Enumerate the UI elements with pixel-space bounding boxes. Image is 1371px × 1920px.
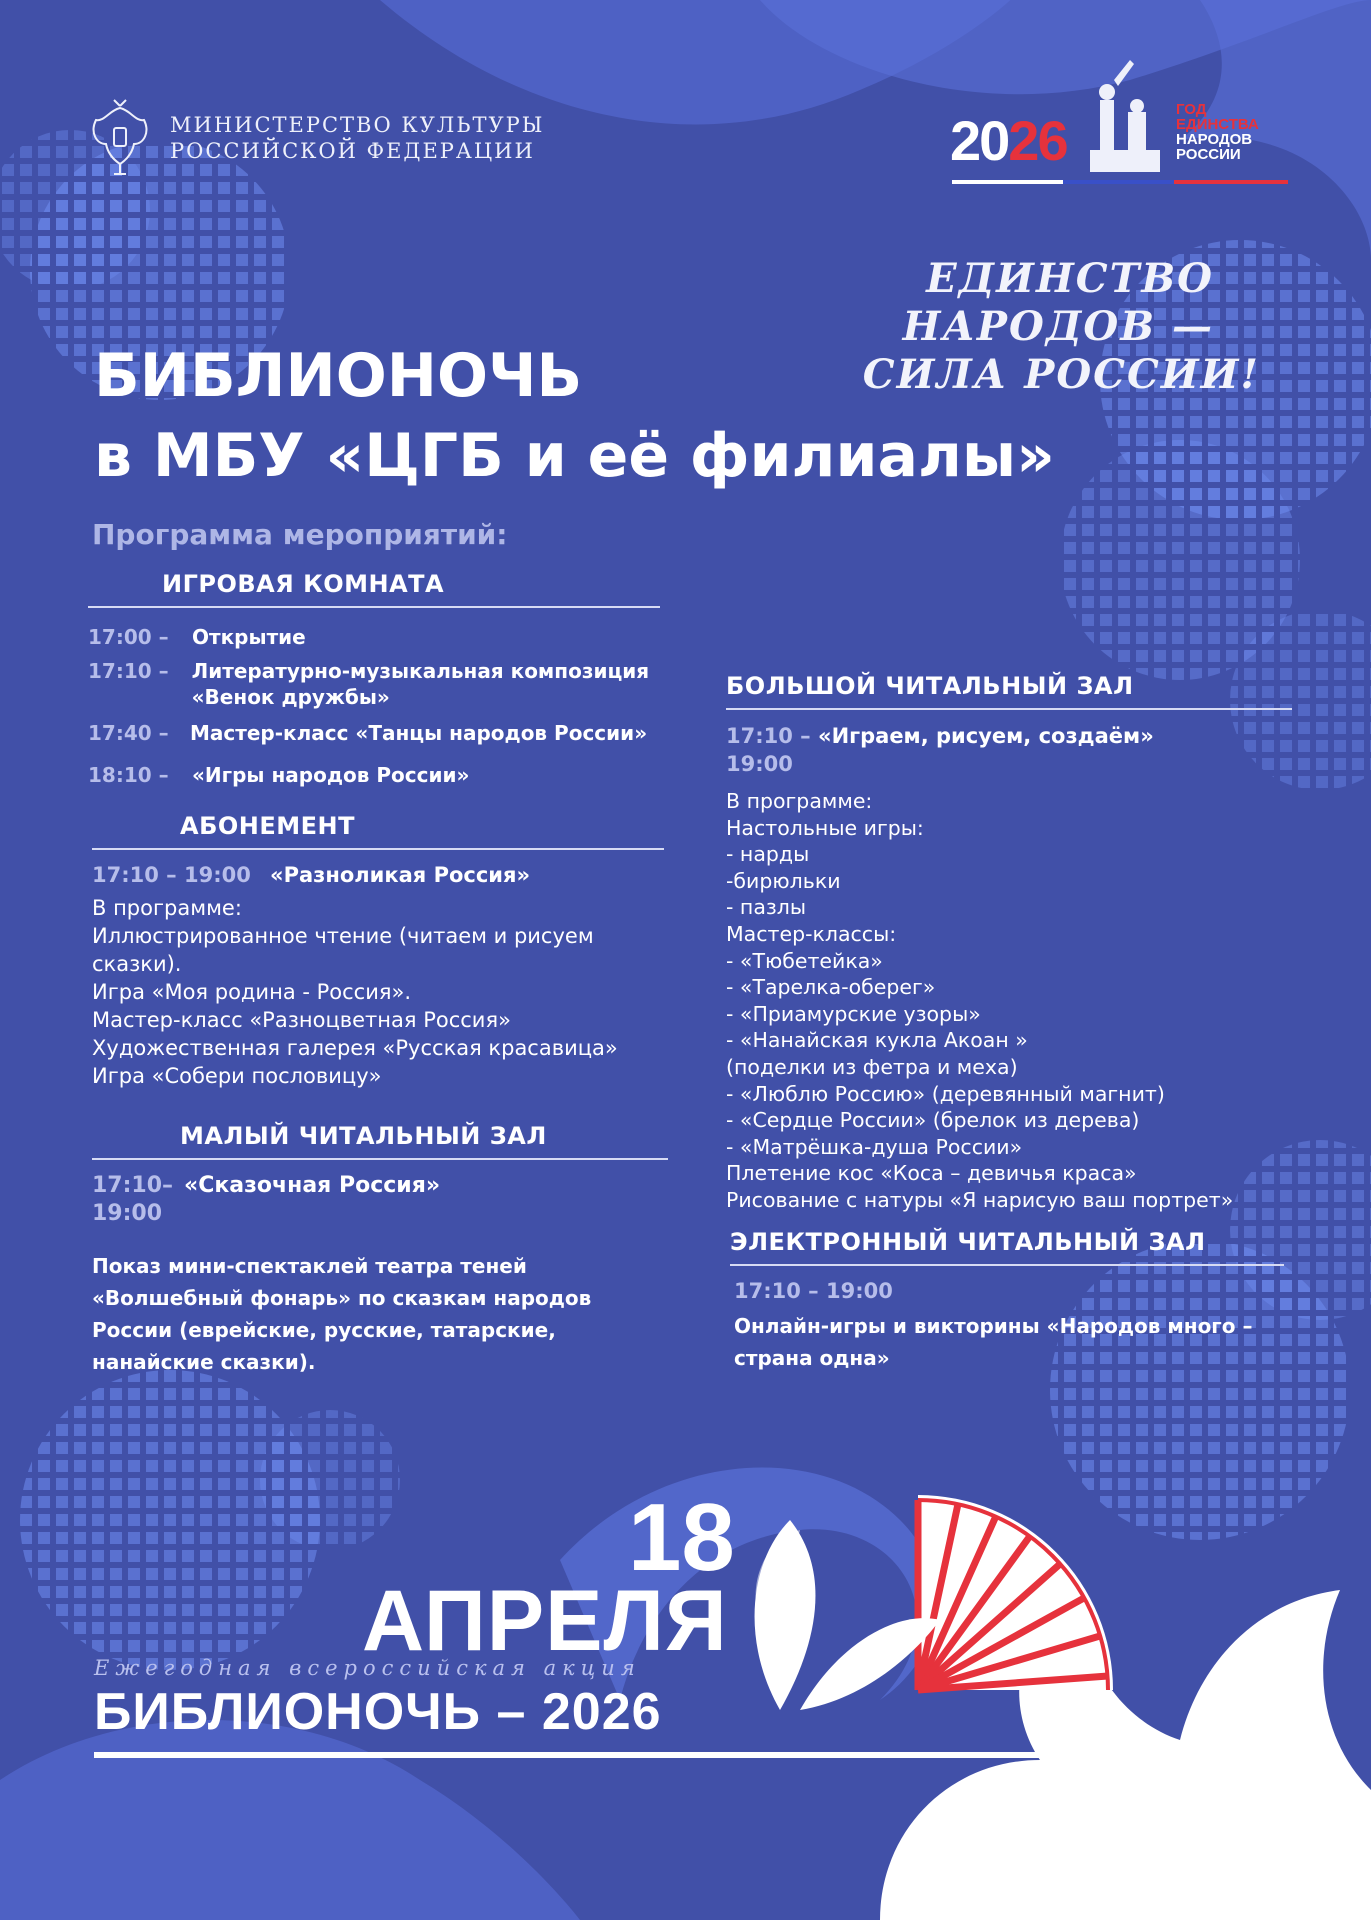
slogan-line2: СИЛА РОССИИ! [862,351,1260,398]
small-hall-title: «Сказочная Россия» [184,1173,441,1198]
year-caption [1176,102,1259,162]
schedule-time: 17:00 – [88,625,169,649]
schedule-row [88,658,660,710]
ministry-block [84,98,544,178]
event-name: БИБЛИОНОЧЬ – 2026 [94,1683,662,1741]
year-caption-line4: РОССИИ [1176,146,1241,163]
detail-line: Мастер-классы: [726,921,897,946]
detail-line: Показ мини-спектаклей театра теней [92,1254,527,1278]
year-caption-line3: НАРОДОВ [1176,131,1253,148]
detail-line: - «Сердце России» (брелок из дерева) [726,1108,1140,1133]
ministry-line2: РОССИЙСКОЙ ФЕДЕРАЦИИ [170,139,535,163]
title-line1: БИБЛИОНОЧЬ [94,341,583,411]
subscription-title: «Разноликая Россия» [270,863,531,887]
time-end: 19:00 [92,1201,163,1226]
emblem-icon [84,98,156,178]
detail-line: - нарды [726,842,810,867]
small-hall-header-row [92,1172,668,1228]
detail-line: Игра «Собери пословицу» [92,1064,382,1088]
big-hall-title: «Играем, рисуем, создаём» [818,724,1154,748]
year-logo [950,56,1290,176]
detail-line: - «Люблю Россию» (деревянный магнит) [726,1081,1165,1106]
detail-line: - «Тарелка-оберег» [726,975,936,1000]
date-month: АПРЕЛЯ [362,1573,728,1669]
detail-line: - «Нанайская кукла Акоан » [726,1028,1028,1053]
year-number [950,108,1067,173]
big-hall-time [726,722,818,778]
detail-line: - «Матрёшка-душа России» [726,1134,1023,1159]
schedule-row [88,762,660,788]
schedule-time: 18:10 – [88,763,169,787]
game-room-heading: ИГРОВАЯ КОМНАТА [88,570,660,608]
detail-line: (поделки из фетра и меха) [726,1054,1018,1079]
detail-line: Мастер-класс «Разноцветная Россия» [92,1008,511,1032]
game-room-section [88,570,660,788]
big-hall-details [726,788,1292,1214]
annual-caption: Ежегодная всероссийская акция [94,1656,641,1680]
detail-line: Рисование с натуры «Я нарисую ваш портрет» [726,1187,1234,1212]
schedule-event: «Игры народов России» [192,763,470,787]
subscription-section [92,812,664,1090]
detail-line: Плетение кос «Коса – девичья краса» [726,1161,1137,1186]
schedule-event: Литературно-музыкальная композиция «Венок дружбы» [191,659,650,709]
monument-icon [1070,50,1180,180]
big-hall-header-row [726,722,1292,778]
detail-line: -бирюльки [726,868,841,893]
detail-line: В программе: [726,789,873,813]
schedule-time: 17:40 – [88,721,169,745]
small-hall-section [92,1122,668,1378]
small-hall-details [92,1250,668,1378]
tricolor-bar [952,180,1288,184]
year-part-a: 20 [950,109,1009,172]
program-title: Программа мероприятий: [92,518,508,551]
title-line2: в МБУ «ЦГБ и её филиалы» [94,421,1055,491]
detail-line: - «Тюбетейка» [726,948,883,973]
detail-line: Иллюстрированное чтение (читаем и рисуем [92,924,594,948]
schedule-row [88,624,660,650]
ministry-line1: МИНИСТЕРСТВО КУЛЬТУРЫ [170,113,545,137]
detail-line: Художественная галерея «Русская красавица» [92,1036,618,1060]
e-hall-heading: ЭЛЕКТРОННЫЙ ЧИТАЛЬНЫЙ ЗАЛ [730,1228,1284,1266]
schedule-event: Мастер-класс «Танцы народов России» [190,721,648,745]
date-day: 18 [628,1484,735,1591]
time-start: 17:10 – [726,724,811,748]
detail-line: - «Приамурские узоры» [726,1001,981,1026]
year-caption-line2: ЕДИНСТВА [1176,116,1259,133]
subscription-details [92,894,664,1090]
detail-line: страна одна» [734,1346,890,1370]
detail-line: В программе: [92,896,242,920]
big-hall-section [726,672,1292,1214]
detail-line: России (еврейские, русские, татарские, [92,1318,556,1342]
detail-line: «Волшебный фонарь» по сказкам народов [92,1286,592,1310]
schedule-row [88,720,660,746]
big-hall-heading: БОЛЬШОЙ ЧИТАЛЬНЫЙ ЗАЛ [726,672,1292,710]
time-end: 19:00 [726,752,793,776]
time-start: 17:10– [92,1173,174,1198]
detail-line: Игра «Моя родина - Россия». [92,980,412,1004]
subscription-header-row [92,862,664,888]
slogan-line1: ЕДИНСТВО НАРОДОВ — [902,255,1214,350]
detail-line: нанайские сказки). [92,1350,316,1374]
page-title [94,336,1055,496]
detail-line: Онлайн-игры и викторины «Народов много – [734,1314,1253,1338]
schedule-event: Открытие [192,625,306,649]
subscription-time: 17:10 – 19:00 [92,863,251,887]
e-hall-details [730,1310,1284,1374]
footer-underline [94,1752,1140,1758]
year-part-b: 26 [1008,109,1067,172]
detail-line: сказки). [92,952,182,976]
schedule-time: 17:10 – [88,659,169,683]
small-hall-time [92,1172,184,1228]
e-hall-section [730,1228,1284,1374]
subscription-heading: АБОНЕМЕНТ [92,812,664,850]
detail-line: - пазлы [726,895,807,920]
detail-line: Настольные игры: [726,815,924,840]
e-hall-time: 17:10 – 19:00 [734,1279,893,1303]
year-caption-line1: ГОД [1176,101,1207,118]
small-hall-heading: МАЛЫЙ ЧИТАЛЬНЫЙ ЗАЛ [92,1122,668,1160]
